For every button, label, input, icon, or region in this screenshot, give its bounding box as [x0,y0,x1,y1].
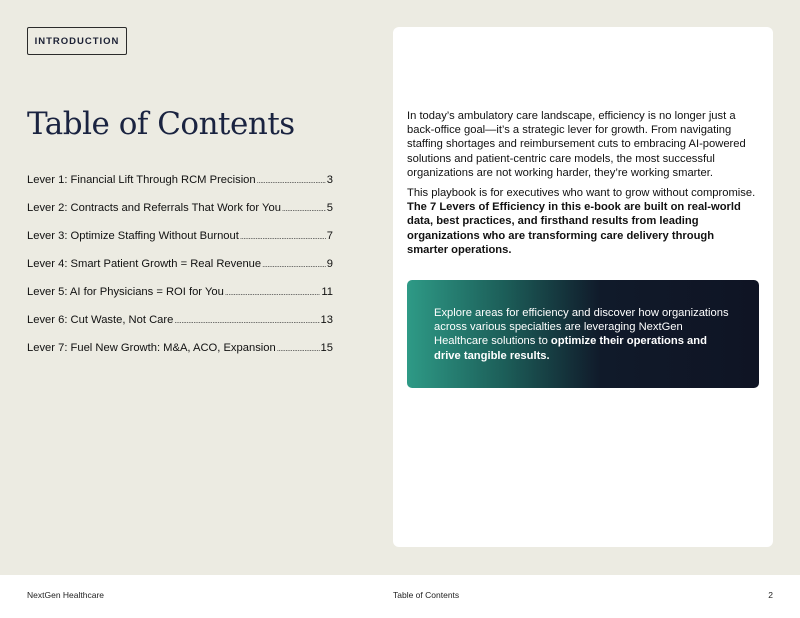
section-tag: INTRODUCTION [27,27,127,55]
toc-item-page: 7 [326,230,333,242]
callout-box [407,280,759,388]
toc-item-label: Lever 1: Financial Lift Through RCM Precision [27,174,256,186]
page-footer [0,575,800,618]
dot-leader [262,251,326,279]
dot-leader [225,279,321,307]
table-of-contents [27,166,333,362]
intro-text [407,109,757,263]
callout-emphasis: optimize their operations and drive tangible results. [434,335,707,362]
dot-leader [174,307,319,335]
toc-item-label: Lever 2: Contracts and Referrals That Work for You [27,202,281,214]
footer-section: Table of Contents [393,590,460,600]
toc-item-3[interactable] [27,222,333,250]
toc-item-label: Lever 4: Smart Patient Growth = Real Revenue [27,258,262,270]
toc-item-page: 3 [326,174,333,186]
footer-page-number: 2 [768,590,773,600]
page-title: Table of Contents [27,106,295,142]
toc-item-7[interactable] [27,334,333,362]
toc-item-label: Lever 5: AI for Physicians = ROI for You [27,286,224,298]
intro-paragraph-2 [407,186,757,257]
toc-item-1[interactable] [27,166,333,194]
intro-paragraph-2-emphasis: The 7 Levers of Efficiency in this e-book are built on real-world data, best practices, and firsthand results from leading organizations who are transforming care delivery through smarter operations. [407,201,741,256]
toc-item-5[interactable] [27,278,333,306]
dot-leader [277,335,320,363]
dot-leader [240,223,326,251]
toc-item-label: Lever 7: Fuel New Growth: M&A, ACO, Expansion [27,342,276,354]
dot-leader [257,167,326,195]
toc-item-page: 13 [320,314,333,326]
intro-card [393,27,773,547]
intro-paragraph-1: In today’s ambulatory care landscape, efficiency is no longer just a back-office goal—it’s a strategic lever for growth. From navigating staffing shortages and reimbursement cuts to embracing AI-powered solutions and patient-centric care models, the most successful organizations are not working harder, they’re working smarter. [407,110,746,179]
toc-item-page: 11 [321,286,333,298]
dot-leader [282,195,326,223]
toc-item-4[interactable] [27,250,333,278]
toc-item-6[interactable] [27,306,333,334]
callout-text: Explore areas for efficiency and discover how organizations across various specialties are leveraging NextGen Healthcare solutions to [434,307,729,348]
toc-item-page: 5 [326,202,333,214]
footer-brand: NextGen Healthcare [27,590,105,600]
toc-item-label: Lever 3: Optimize Staffing Without Burnout [27,230,239,242]
intro-paragraph-2-text: This playbook is for executives who want to grow without compromise. [407,187,756,200]
toc-item-2[interactable] [27,194,333,222]
toc-item-label: Lever 6: Cut Waste, Not Care [27,314,174,326]
toc-item-page: 15 [320,342,333,354]
toc-item-page: 9 [326,258,333,270]
